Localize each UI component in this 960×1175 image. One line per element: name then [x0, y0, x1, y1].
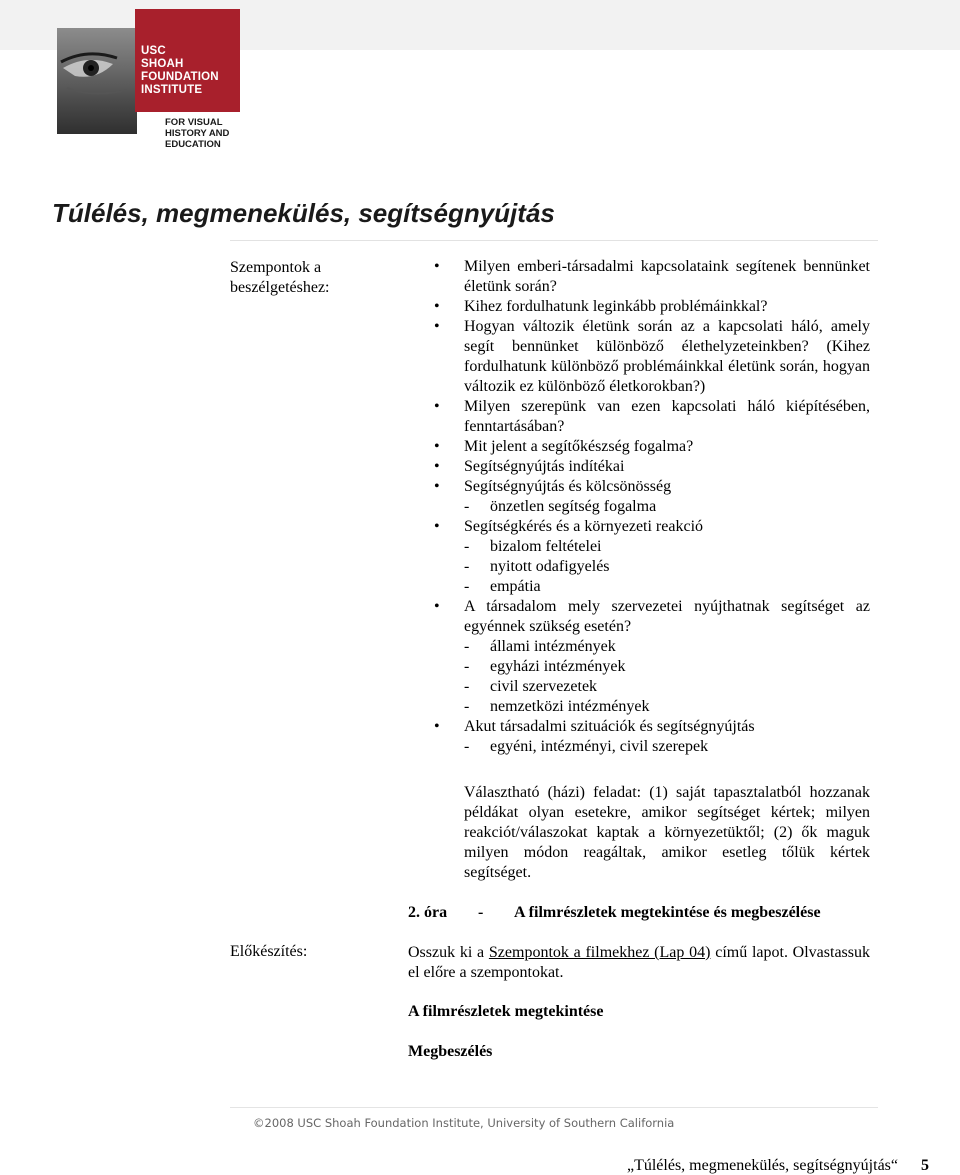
logo-line-1: USC — [141, 45, 166, 57]
logo-line-3: FOUNDATION — [141, 71, 219, 83]
page-title: Túlélés, megmenekülés, segítségnyújtás — [52, 198, 555, 228]
discussion-subpoint: - állami intézmények — [434, 637, 870, 657]
discussion-subheading: Megbeszélés — [408, 1043, 493, 1060]
logo-line-4: INSTITUTE — [141, 84, 203, 96]
discussion-point: • Segítségnyújtás indítékai — [434, 457, 870, 477]
page-number: 5 — [921, 1157, 929, 1174]
footer-divider — [230, 1107, 878, 1108]
copyright-notice: ©2008 USC Shoah Foundation Institute, University of Southern California — [253, 1116, 675, 1130]
discussion-subpoint: - nyitott odafigyelés — [434, 557, 870, 577]
preparation-text-after: című lapot. Olvastassuk el előre a szempontokat. — [408, 944, 871, 981]
preparation-text-before: Osszuk ki a — [408, 944, 489, 961]
discussion-point: • Milyen szerepünk van ezen kapcsolati háló kiépítésében, fenntartásában? — [434, 397, 870, 437]
discussion-subpoint: - bizalom feltételei — [434, 537, 870, 557]
viewing-subheading: A filmrészletek megtekintése — [408, 1003, 604, 1020]
discussion-point: • Milyen emberi-társadalmi kapcsolataink segítenek bennünket életünk során? — [434, 257, 870, 297]
discussion-point: • Segítségkérés és a környezeti reakció — [434, 517, 870, 537]
discussion-subpoint: - civil szervezetek — [434, 677, 870, 697]
title-divider — [230, 240, 878, 241]
logo-sub-line-2: HISTORY AND — [165, 128, 230, 139]
worksheet-link[interactable]: Szempontok a filmekhez (Lap 04) — [488, 944, 711, 961]
logo-sub-line-3: EDUCATION — [165, 139, 221, 150]
logo-institute-name — [141, 45, 241, 97]
eye-photo-image — [57, 28, 137, 134]
discussion-label: Szempontok a beszélgetéshez: — [230, 259, 330, 296]
lesson-dash: - — [478, 904, 484, 921]
logo-subtitle — [165, 117, 245, 150]
preparation-label: Előkészítés: — [230, 943, 308, 960]
eye-icon — [57, 28, 137, 134]
discussion-point: • A társadalom mely szervezetei nyújthatnak segítséget az egyénnek szükség esetén? — [434, 597, 870, 637]
logo-sub-line-1: FOR VISUAL — [165, 117, 223, 128]
discussion-points-list — [434, 257, 870, 757]
lesson-number: 2. óra — [408, 904, 448, 921]
discussion-subpoint: - egyházi intézmények — [434, 657, 870, 677]
discussion-subpoint: - önzetlen segítség fogalma — [434, 497, 870, 517]
discussion-point: • Mit jelent a segítőkészség fogalma? — [434, 437, 870, 457]
running-title: „Túlélés, megmenekülés, segítségnyújtás“ — [626, 1157, 898, 1174]
discussion-subpoint: - nemzetközi intézmények — [434, 697, 870, 717]
discussion-subpoint: - empátia — [434, 577, 870, 597]
preparation-text — [408, 943, 870, 983]
discussion-point: • Hogyan változik életünk során az a kapcsolati háló, amely segít bennünket különböző élethelyzeteinkben? (Kihez fordulhatunk különböző problémáinkkal életünk során, hogyan változik ez különböző életkorokban?) — [434, 317, 870, 397]
logo-line-2: SHOAH — [141, 58, 184, 70]
homework-task: Választható (házi) feladat: (1) saját tapasztalatból hozzanak példákat olyan esetekre, amikor segítséget kértek; milyen reakciót/válaszokat kaptak a környezetüktől; (2) ők maguk milyen módon reagáltak, amikor esetleg tőlük kértek segítséget. — [464, 784, 870, 881]
lesson-title: A filmrészletek megtekintése és megbeszélése — [514, 904, 821, 921]
discussion-subpoint: - egyéni, intézményi, civil szerepek — [434, 737, 870, 757]
lesson-2-heading — [408, 904, 821, 922]
discussion-point: • Kihez fordulhatunk leginkább problémáinkkal? — [434, 297, 870, 317]
discussion-point: • Akut társadalmi szituációk és segítségnyújtás — [434, 717, 870, 737]
discussion-point: • Segítségnyújtás és kölcsönösség — [434, 477, 870, 497]
